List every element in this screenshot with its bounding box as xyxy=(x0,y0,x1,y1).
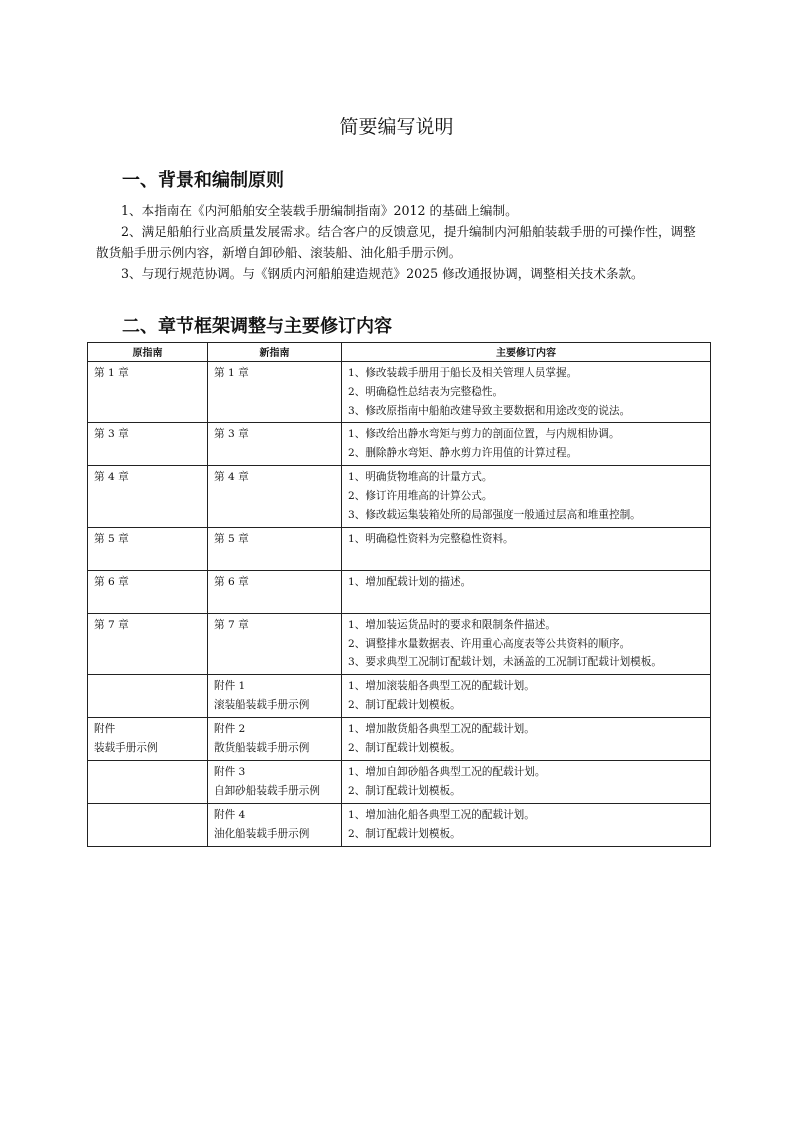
revision-table xyxy=(87,342,711,847)
new-guide-cell xyxy=(208,718,342,761)
revision-item: 1、增加散货船各典型工况的配载计划。 xyxy=(348,723,535,736)
cell-text: 第 4 章 xyxy=(94,471,129,484)
original-guide-cell xyxy=(88,423,208,466)
revision-content-cell xyxy=(342,718,711,761)
revision-item: 1、明确稳性资料为完整稳性资料。 xyxy=(348,532,514,545)
new-guide-cell xyxy=(208,761,342,804)
table-row xyxy=(88,527,711,570)
revision-item: 2、删除静水弯矩、静水剪力许用值的计算过程。 xyxy=(348,447,578,460)
new-guide-cell xyxy=(208,527,342,570)
cell-text: 第 6 章 xyxy=(94,575,129,588)
table-row xyxy=(88,761,711,804)
table-body xyxy=(88,362,711,847)
cell-text: 油化船装载手册示例 xyxy=(214,827,310,840)
paragraph: 1、本指南在《内河船舶安全装载手册编制指南》2012 的基础上编制。 xyxy=(121,203,518,218)
revision-item: 2、明确稳性总结表为完整稳性。 xyxy=(348,385,504,398)
table-row xyxy=(88,804,711,847)
revision-item: 1、增加配载计划的描述。 xyxy=(348,575,472,588)
revision-item: 1、增加滚装船各典型工况的配载计划。 xyxy=(348,680,535,693)
cell-text: 第 5 章 xyxy=(214,532,249,545)
paragraph: 3、与现行规范协调。与《钢质内河船舶建造规范》2025 修改通报协调，调整相关技术条款。 xyxy=(121,266,644,281)
cell-text: 第 6 章 xyxy=(214,575,249,588)
table-row xyxy=(88,675,711,718)
cell-text: 附件 2 xyxy=(214,723,246,736)
original-guide-cell xyxy=(88,804,208,847)
column-header-new-guide: 新指南 xyxy=(208,343,342,362)
original-guide-cell xyxy=(88,362,208,423)
cell-text: 第 3 章 xyxy=(94,428,129,441)
revision-content-cell xyxy=(342,423,711,466)
table-row xyxy=(88,718,711,761)
revision-item: 1、增加自卸砂船各典型工况的配载计划。 xyxy=(348,766,546,779)
new-guide-cell xyxy=(208,570,342,613)
cell-text: 附件 1 xyxy=(214,680,246,693)
cell-text: 附件 4 xyxy=(214,809,246,822)
new-guide-cell xyxy=(208,613,342,674)
revision-item: 2、修订许用堆高的计算公式。 xyxy=(348,490,493,503)
original-guide-cell xyxy=(88,527,208,570)
revision-content-cell xyxy=(342,527,711,570)
revision-item: 2、制订配载计划模板。 xyxy=(348,784,461,797)
revision-item: 3、要求典型工况制订配载计划，未涵盖的工况制订配载计划模板。 xyxy=(348,656,662,669)
cell-text: 附件 xyxy=(94,723,116,736)
revision-item: 2、制订配载计划模板。 xyxy=(348,741,461,754)
original-guide-cell xyxy=(88,570,208,613)
revision-item: 1、修改装载手册用于船长及相关管理人员掌握。 xyxy=(348,367,578,379)
revision-item: 3、修改载运集装箱处所的局部强度一般通过层高和堆重控制。 xyxy=(348,508,641,521)
original-guide-cell xyxy=(88,675,208,718)
cell-text: 第 1 章 xyxy=(214,367,249,379)
original-guide-cell xyxy=(88,613,208,674)
revision-item: 1、修改给出静水弯矩与剪力的剖面位置，与内规相协调。 xyxy=(348,428,620,441)
revision-item: 1、增加油化船各典型工况的配载计划。 xyxy=(348,809,535,822)
column-header-original-guide: 原指南 xyxy=(88,343,208,362)
paragraph: 2、满足船舶行业高质量发展需求。结合客户的反馈意见，提升编制内河船舶装载手册的可操作性，调整散货船手册示例内容，新增自卸砂船、滚装船、油化船手册示例。 xyxy=(96,224,696,260)
cell-text: 装载手册示例 xyxy=(94,741,158,754)
cell-text: 第 7 章 xyxy=(94,618,129,631)
revision-content-cell xyxy=(342,613,711,674)
revision-content-cell xyxy=(342,466,711,527)
section-heading-background: 一、背景和编制原则 xyxy=(122,170,284,191)
cell-text: 第 3 章 xyxy=(214,428,249,441)
cell-text: 第 4 章 xyxy=(214,471,249,484)
revision-item: 2、调整排水量数据表、许用重心高度表等公共资料的顺序。 xyxy=(348,637,631,650)
original-guide-cell xyxy=(88,466,208,527)
cell-text: 自卸砂船装载手册示例 xyxy=(214,784,320,797)
table-row xyxy=(88,362,711,423)
new-guide-cell xyxy=(208,423,342,466)
original-guide-cell xyxy=(88,718,208,761)
column-header-main-revisions: 主要修订内容 xyxy=(342,343,711,362)
revision-item: 2、制订配载计划模板。 xyxy=(348,827,461,840)
cell-text: 第 1 章 xyxy=(94,367,129,379)
document-title: 简要编写说明 xyxy=(339,116,454,138)
cell-text: 附件 3 xyxy=(214,766,246,779)
revision-content-cell xyxy=(342,362,711,423)
table-row xyxy=(88,423,711,466)
revision-content-cell xyxy=(342,570,711,613)
original-guide-cell xyxy=(88,761,208,804)
revision-item: 1、增加装运货品时的要求和限制条件描述。 xyxy=(348,618,557,631)
table-row xyxy=(88,466,711,527)
cell-text: 第 5 章 xyxy=(94,532,129,545)
revision-item: 3、修改原指南中船舶改建导致主要数据和用途改变的说法。 xyxy=(348,404,631,417)
table-header-row xyxy=(88,343,711,362)
revision-content-cell xyxy=(342,761,711,804)
cell-text: 第 7 章 xyxy=(214,618,249,631)
section-heading-chapter-revisions: 二、章节框架调整与主要修订内容 xyxy=(122,316,392,337)
table-row xyxy=(88,613,711,674)
new-guide-cell xyxy=(208,466,342,527)
new-guide-cell xyxy=(208,362,342,423)
table-row xyxy=(88,570,711,613)
revision-item: 2、制订配载计划模板。 xyxy=(348,698,461,711)
revision-item: 1、明确货物堆高的计量方式。 xyxy=(348,471,493,484)
new-guide-cell xyxy=(208,804,342,847)
revision-content-cell xyxy=(342,675,711,718)
revision-content-cell xyxy=(342,804,711,847)
cell-text: 滚装船装载手册示例 xyxy=(214,698,310,711)
new-guide-cell xyxy=(208,675,342,718)
cell-text: 散货船装载手册示例 xyxy=(214,741,310,754)
